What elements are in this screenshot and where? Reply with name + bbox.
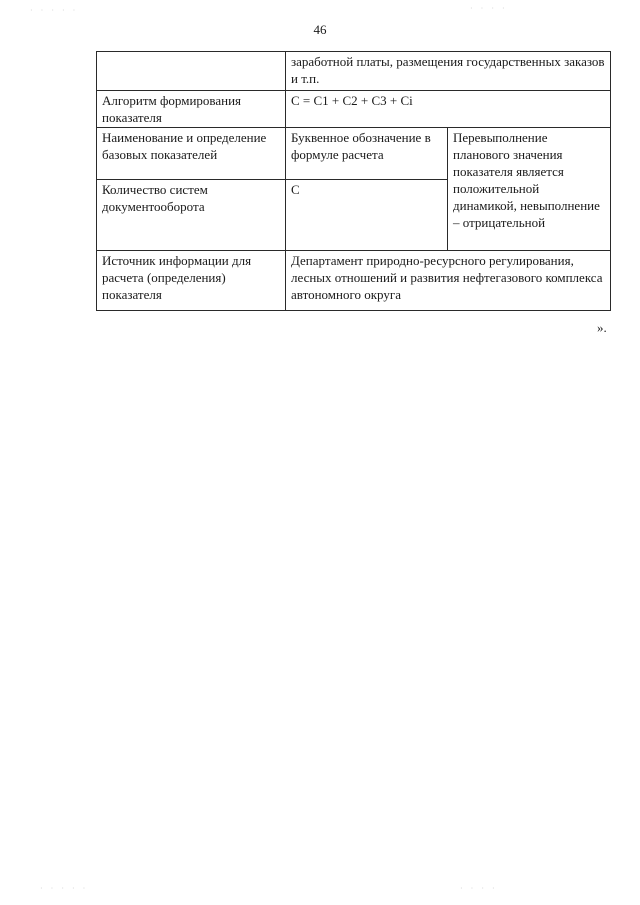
source-value: Департамент природно-ресурсного регулирования, лесных отношений и развития нефтегазового комплекса автономного округа bbox=[286, 251, 611, 311]
source-label: Источник информации для расчета (определения) показателя bbox=[97, 251, 286, 311]
algorithm-formula: C = C1 + C2 + C3 + Ci bbox=[286, 91, 611, 128]
table-row-source bbox=[97, 251, 611, 311]
continuation-text: заработной платы, размещения государственных заказов и т.п. bbox=[286, 52, 611, 91]
table-row-algorithm bbox=[97, 91, 611, 128]
page-number: 46 bbox=[313, 22, 327, 37]
document-systems-label: Количество систем документооборота bbox=[97, 180, 286, 251]
scan-noise: · · · · bbox=[470, 4, 508, 13]
scan-noise: · · · · · bbox=[30, 6, 79, 15]
table-row-continuation bbox=[97, 52, 611, 91]
table-row-base-indicators bbox=[97, 128, 611, 180]
empty-label-cell bbox=[97, 52, 286, 91]
closing-quote: ». bbox=[597, 320, 607, 335]
base-indicators-label: Наименование и определение базовых показателей bbox=[97, 128, 286, 180]
document-systems-symbol: C bbox=[286, 180, 448, 251]
algorithm-label: Алгоритм формирования показателя bbox=[97, 91, 286, 128]
symbol-header: Буквенное обозначение в формуле расчета bbox=[286, 128, 448, 180]
scan-noise: · · · · bbox=[460, 884, 498, 893]
indicator-table bbox=[96, 51, 611, 311]
scan-noise: · · · · · bbox=[40, 884, 89, 893]
evaluation-note: Перевыполнение планового значения показателя является положительной динамикой, невыполнение – отрицательной bbox=[448, 128, 611, 251]
